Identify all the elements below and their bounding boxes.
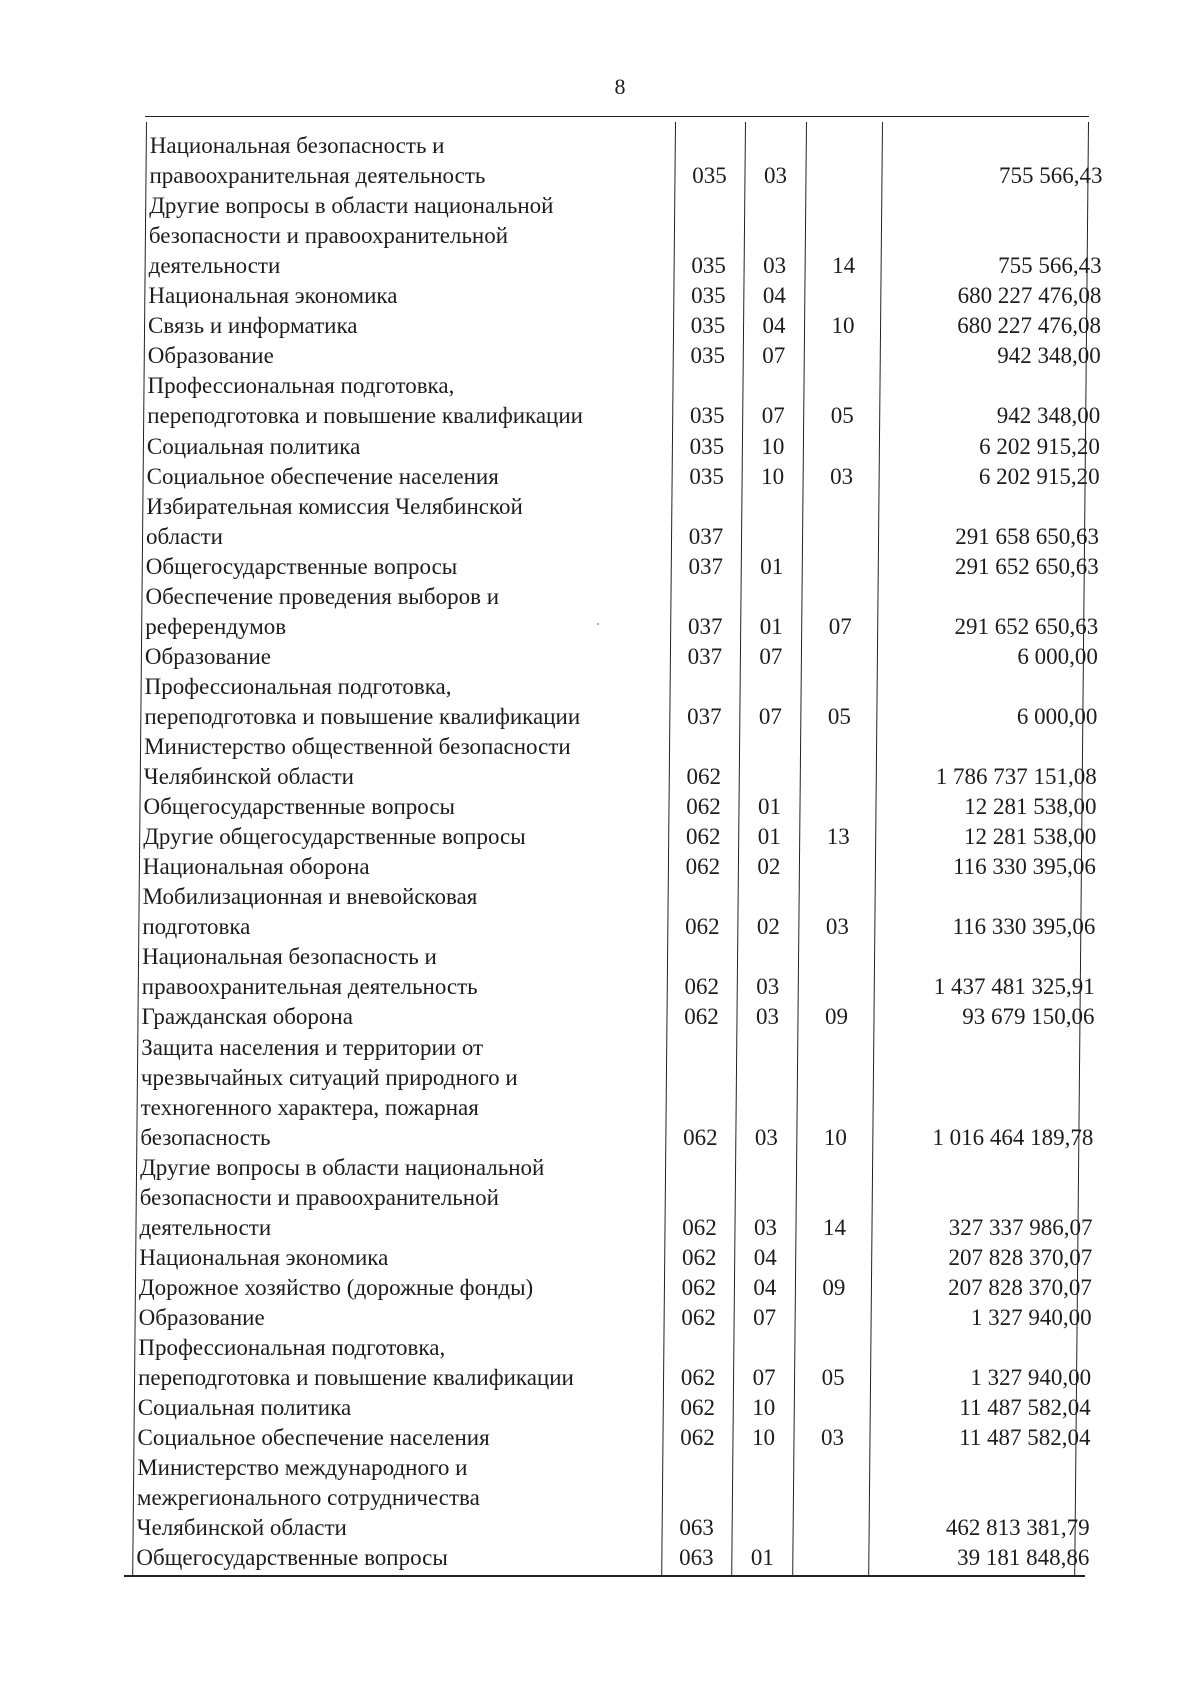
section-code: 02 (756, 914, 780, 940)
ministry-code: 035 (689, 433, 725, 459)
amount-value: 942 348,00 (996, 403, 1101, 429)
ministry-code: 062 (682, 1214, 717, 1240)
ministry-code: 062 (684, 974, 720, 1000)
ministry-code: 035 (691, 283, 726, 309)
ministry-code: 062 (685, 914, 720, 940)
amount-value: 207 828 370,07 (948, 1274, 1092, 1300)
row-name-line: Связь и информатика (148, 313, 358, 339)
section-code: 01 (759, 613, 783, 639)
ministry-code: 062 (684, 1004, 719, 1030)
ministry-code: 062 (686, 794, 721, 820)
amount-value: 12 281 538,00 (964, 794, 1097, 820)
section-code: 01 (750, 1545, 774, 1571)
ministry-code: 062 (683, 1124, 718, 1150)
ministry-code: 063 (679, 1515, 714, 1541)
section-code: 01 (757, 794, 781, 820)
ministry-code: 062 (681, 1244, 717, 1270)
amount-value: 680 227 476,08 (957, 283, 1102, 309)
row-name-line: Дорожное хозяйство (дорожные фонды) (138, 1274, 534, 1300)
section-code: 07 (753, 1304, 777, 1330)
ministry-code: 037 (687, 613, 723, 639)
amount-value: 1 437 481 325,91 (933, 974, 1095, 1000)
amount-value: 942 348,00 (997, 343, 1101, 369)
ministry-code: 062 (686, 764, 722, 790)
row-name-line: правоохранительная деятельность (149, 163, 486, 189)
amount-value: 462 813 381,79 (945, 1515, 1090, 1541)
row-name-line: Образование (147, 343, 274, 369)
ministry-code: 062 (681, 1304, 716, 1330)
row-name-line: безопасность (140, 1124, 271, 1150)
ministry-code: 035 (689, 403, 725, 429)
row-name-line: Социальная политика (137, 1395, 352, 1421)
ministry-code: 035 (692, 163, 727, 189)
row-name-line: области (146, 523, 223, 549)
amount-value: 291 658 650,63 (955, 523, 1100, 549)
section-code: 03 (763, 163, 787, 189)
row-name-line: Обеспечение проведения выборов и (145, 583, 500, 609)
amount-value: 291 652 650,63 (954, 613, 1099, 639)
row-name-line: Национальная экономика (148, 283, 398, 309)
ministry-code: 062 (685, 854, 721, 880)
section-code: 10 (751, 1425, 775, 1451)
page-number: 8 (614, 74, 626, 99)
subsection-code: 05 (821, 1365, 845, 1391)
row-name-line: Защита населения и территории от (141, 1034, 484, 1060)
subsection-code: 03 (825, 914, 849, 940)
amount-value: 12 281 538,00 (963, 824, 1097, 850)
row-name-line: Другие вопросы в области национальной (140, 1154, 545, 1180)
row-name-line: Образование (144, 643, 271, 669)
ministry-code: 062 (680, 1395, 716, 1421)
row-name-line: безопасности и правоохранительной (139, 1184, 499, 1210)
section-code: 10 (752, 1395, 776, 1421)
section-code: 04 (762, 313, 786, 339)
section-code: 07 (752, 1365, 776, 1391)
amount-value: 1 327 940,00 (970, 1365, 1092, 1391)
row-name-line: Профессиональная подготовка, (138, 1335, 446, 1360)
row-name-line: Социальное обеспечение населения (146, 463, 499, 489)
ministry-code: 063 (679, 1545, 714, 1571)
section-code: 03 (755, 1004, 779, 1030)
row-name-line: Национальная оборона (142, 854, 370, 880)
ministry-code: 035 (690, 313, 726, 339)
subsection-code: 09 (822, 1274, 846, 1300)
subsection-code: 09 (824, 1004, 848, 1030)
subsection-code: 14 (832, 253, 856, 279)
subsection-code: 05 (827, 703, 851, 729)
amount-value: 39 181 848,86 (957, 1545, 1090, 1571)
row-name-line: Образование (138, 1304, 265, 1330)
amount-value: 755 566,43 (998, 163, 1103, 189)
ministry-code: 035 (689, 463, 724, 489)
row-name-line: Национальная безопасность и (142, 944, 437, 970)
row-name-line: деятельности (139, 1214, 272, 1240)
section-code: 02 (757, 854, 781, 880)
row-name-line: Национальная безопасность и (149, 133, 445, 158)
row-name-line: Челябинской области (136, 1515, 347, 1541)
ministry-code: 062 (680, 1365, 716, 1391)
row-name-line: Профессиональная подготовка, (144, 673, 452, 699)
row-name-line: Избирательная комиссия Челябинской (146, 493, 523, 519)
section-code: 04 (753, 1244, 777, 1270)
section-code: 07 (758, 703, 782, 729)
row-name-line: чрезвычайных ситуаций природного и (140, 1064, 518, 1090)
table-top-rule (145, 116, 1089, 117)
row-name-line: Социальная политика (146, 433, 361, 459)
row-name-line: Национальная экономика (139, 1244, 389, 1270)
row-name-line: Министерство общественной безопасности (144, 734, 571, 759)
subsection-code: 13 (826, 824, 850, 850)
section-code: 10 (761, 463, 785, 489)
amount-value: 93 679 150,06 (962, 1004, 1095, 1030)
amount-value: 6 202 915,20 (978, 463, 1100, 489)
section-code: 07 (759, 643, 783, 669)
section-code: 04 (753, 1274, 777, 1300)
row-name-line: Мобилизационная и вневойсковая (142, 884, 478, 910)
row-name-line: переподготовка и повышение квалификации (144, 703, 581, 729)
amount-value: 11 487 582,04 (959, 1395, 1091, 1421)
ministry-code: 035 (690, 343, 726, 369)
amount-value: 116 330 395,06 (953, 854, 1096, 880)
row-name-line: Общегосударственные вопросы (136, 1545, 448, 1571)
row-name-line: Социальное обеспечение населения (137, 1425, 490, 1451)
amount-value: 116 330 395,06 (952, 914, 1096, 940)
amount-value: 755 566,43 (998, 253, 1102, 279)
ministry-code: 062 (680, 1425, 715, 1451)
row-name-line: правоохранительная деятельность (141, 974, 478, 1000)
row-name-line: Министерство международного и (137, 1455, 468, 1481)
row-name-line: Общегосударственные вопросы (145, 553, 458, 579)
row-name-line: деятельности (148, 253, 281, 279)
row-name-line: референдумов (145, 613, 287, 639)
ministry-code: 035 (691, 253, 726, 279)
section-code: 01 (757, 824, 781, 850)
section-code: 07 (761, 403, 785, 429)
row-name-line: техногенного характера, пожарная (140, 1094, 479, 1120)
section-code: 04 (762, 283, 786, 309)
amount-value: 6 000,00 (1017, 643, 1098, 669)
scan-speck (597, 623, 599, 625)
amount-value: 1 016 464 189,78 (932, 1124, 1094, 1150)
amount-value: 291 652 650,63 (955, 553, 1099, 579)
amount-value: 1 786 737 151,08 (935, 764, 1097, 790)
amount-value: 6 000,00 (1016, 703, 1098, 729)
section-code: 03 (763, 253, 787, 279)
section-code: 07 (762, 343, 786, 369)
subsection-code: 10 (831, 313, 855, 339)
amount-value: 680 227 476,08 (957, 313, 1102, 339)
amount-value: 327 337 986,07 (948, 1214, 1093, 1240)
row-name-line: переподготовка и повышение квалификации (138, 1365, 574, 1391)
subsection-code: 10 (823, 1124, 847, 1150)
row-name-line: Другие вопросы в области национальной (149, 193, 554, 219)
row-name-line: переподготовка и повышение квалификации (147, 403, 583, 429)
row-name-line: Другие общегосударственные вопросы (143, 824, 526, 850)
row-name-line: межрегионального сотрудничества (136, 1485, 480, 1511)
amount-value: 11 487 582,04 (959, 1425, 1091, 1451)
table-bottom-rule (124, 1575, 1085, 1577)
row-name-line: Гражданская оборона (141, 1004, 353, 1030)
ministry-code: 062 (685, 824, 721, 850)
subsection-code: 03 (820, 1425, 844, 1451)
subsection-code: 05 (830, 403, 854, 429)
section-code: 10 (761, 433, 785, 459)
row-name-line: подготовка (142, 914, 251, 940)
amount-value: 207 828 370,07 (948, 1244, 1093, 1270)
row-name-line: Челябинской области (143, 764, 354, 790)
section-code: 01 (760, 553, 784, 579)
section-code: 03 (754, 1124, 778, 1150)
row-name-line: Общегосударственные вопросы (143, 794, 455, 820)
section-code: 03 (753, 1214, 777, 1240)
ministry-code: 037 (687, 643, 723, 669)
subsection-code: 03 (830, 463, 854, 489)
amount-value: 1 327 940,00 (970, 1304, 1092, 1330)
ministry-code: 062 (681, 1274, 717, 1300)
subsection-code: 07 (828, 613, 852, 639)
subsection-code: 14 (822, 1214, 846, 1240)
ministry-code: 037 (687, 703, 722, 729)
amount-value: 6 202 915,20 (979, 433, 1100, 459)
ministry-code: 037 (688, 553, 724, 579)
section-code: 03 (756, 974, 780, 1000)
row-name-line: безопасности и правоохранительной (148, 223, 509, 249)
row-name-line: Профессиональная подготовка, (147, 373, 455, 399)
ministry-code: 037 (688, 523, 724, 549)
